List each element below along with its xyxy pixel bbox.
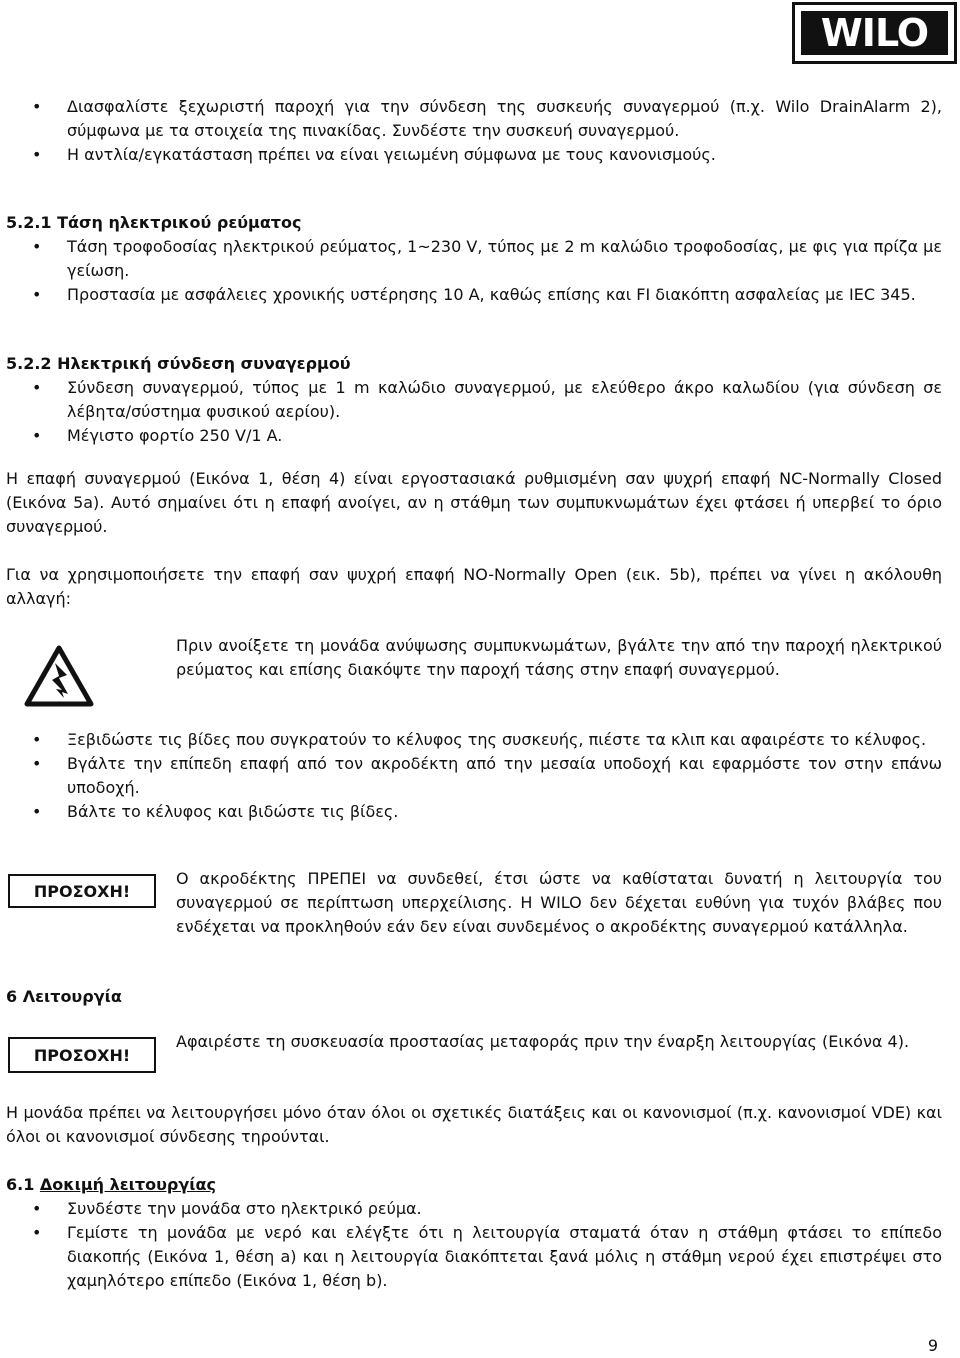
wilo-logo-text: WILO [801, 11, 948, 55]
hazard-note: Πριν ανοίξετε τη μονάδα ανύψωσης συμπυκνωμάτων, βγάλτε την από την παροχή ηλεκτρικού ρεύματος και επίσης διακόψτε την παροχή τάσης στην επαφή συναγερμού. [176, 636, 942, 679]
steps-list [6, 728, 942, 824]
list-item: • Βγάλτε την επίπεδη επαφή από τον ακροδέκτη από την μεσαία υποδοχή και εφαρμόστε τον στην επάνω υποδοχή. [6, 752, 942, 800]
section-heading-6: 6 Λειτουργία [6, 987, 122, 1006]
list-item: • Διασφαλίστε ξεχωριστή παροχή για την σύνδεση της συσκευής συναγερμού (π.χ. Wilo DrainAlarm 2), σύμφωνα με τα στοιχεία της πινακίδας. Συνδέστε την συσκευή συναγερμού. [6, 95, 942, 143]
section-5-2-2 [6, 352, 942, 448]
section-5-2-1 [6, 211, 942, 307]
list-item: • Προστασία με ασφάλειες χρονικής υστέρησης 10 A, καθώς επίσης και FI διακόπτη ασφαλείας με IEC 345. [6, 283, 942, 307]
section-number: 6.1 [6, 1175, 35, 1194]
section-heading: 5.2.1 Τάση ηλεκτρικού ρεύματος [6, 213, 302, 232]
intro-section [6, 95, 942, 167]
section-6-1 [6, 1173, 942, 1293]
wilo-logo [792, 2, 957, 64]
paragraph-nc-contact: Η επαφή συναγερμού (Εικόνα 1, θέση 4) είναι εργοστασιακά ρυθμισμένη σαν ψυχρή επαφή NC-Normally Closed (Εικόνα 5a). Αυτό σημαίνει ότι η επαφή ανοίγει, αν η στάθμη των συμπυκνωμάτων έχει φτάσει ή υπερβεί το όριο συναγερμού. [6, 469, 942, 536]
section-title: Δοκιμή λειτουργίας [39, 1175, 216, 1194]
paragraph-regulations: Η μονάδα πρέπει να λειτουργήσει μόνο όταν όλοι οι σχετικές διατάξεις και οι κανονισμοί (π.χ. κανονισμοί VDE) και όλοι οι κανονισμοί σύνδεσης τηρούνται. [6, 1103, 942, 1146]
paragraph-no-contact: Για να χρησιμοποιήσετε την επαφή σαν ψυχρή επαφή NO-Normally Open (εικ. 5b), πρέπει να γίνει η ακόλουθη αλλαγή: [6, 565, 942, 608]
bullet-list [6, 376, 942, 448]
caution-badge: ΠΡΟΣΟΧΗ! [8, 1037, 156, 1073]
list-item: • Η αντλία/εγκατάσταση πρέπει να είναι γειωμένη σύμφωνα με τους κανονισμούς. [6, 143, 942, 167]
list-item: • Ξεβιδώστε τις βίδες που συγκρατούν το κέλυφος της συσκευής, πιέστε τα κλιπ και αφαιρέστε το κέλυφος. [6, 728, 942, 752]
list-item: • Βάλτε το κέλυφος και βιδώστε τις βίδες. [6, 800, 942, 824]
list-item: • Σύνδεση συναγερμού, τύπος με 1 m καλώδιο συναγερμού, με ελεύθερο άκρο καλωδίου (για σύνδεση σε λέβητα/σύστημα φυσικού αερίου). [6, 376, 942, 424]
page-number: 9 [927, 1336, 938, 1355]
intro-bullet-list [6, 95, 942, 167]
list-item: • Μέγιστο φορτίο 250 V/1 A. [6, 424, 942, 448]
bullet-list [6, 1197, 942, 1293]
section-heading [6, 1173, 942, 1197]
section-heading: 5.2.2 Ηλεκτρική σύνδεση συναγερμού [6, 354, 351, 373]
steps-section [6, 728, 942, 824]
list-item: • Γεμίστε τη μονάδα με νερό και ελέγξτε ότι η λειτουργία σταματά όταν η στάθμη φτάσει το επίπεδο διακοπής (Εικόνα 1, θέση a) και η λειτουργία διακόπτεται ξανά μόλις η στάθμη νερού έχει επιστρέψει στο χαμηλότερο επίπεδο (Εικόνα 1, θέση b). [6, 1221, 942, 1293]
caution-text: Ο ακροδέκτης ΠΡΕΠΕΙ να συνδεθεί, έτσι ώστε να καθίσταται δυνατή η λειτουργία του συναγερμού σε περίπτωση υπερχείλισης. Η WILO δεν δέχεται ευθύνη για τυχόν βλάβες που ενδέχεται να προκληθούν εάν δεν είναι συνδεμένος ο ακροδέκτης συναγερμού κατάλληλα. [176, 869, 942, 936]
caution-text: Αφαιρέστε τη συσκευασία προστασίας μεταφοράς πριν την έναρξη λειτουργίας (Εικόνα 4). [176, 1032, 910, 1051]
list-item: • Συνδέστε την μονάδα στο ηλεκτρικό ρεύμα. [6, 1197, 942, 1221]
list-item: • Τάση τροφοδοσίας ηλεκτρικού ρεύματος, 1~230 V, τύπος με 2 m καλώδιο τροφοδοσίας, με φις για πρίζα με γείωση. [6, 235, 942, 283]
caution-badge: ΠΡΟΣΟΧΗ! [8, 874, 156, 908]
bullet-list [6, 235, 942, 307]
electrical-hazard-icon [24, 645, 94, 707]
